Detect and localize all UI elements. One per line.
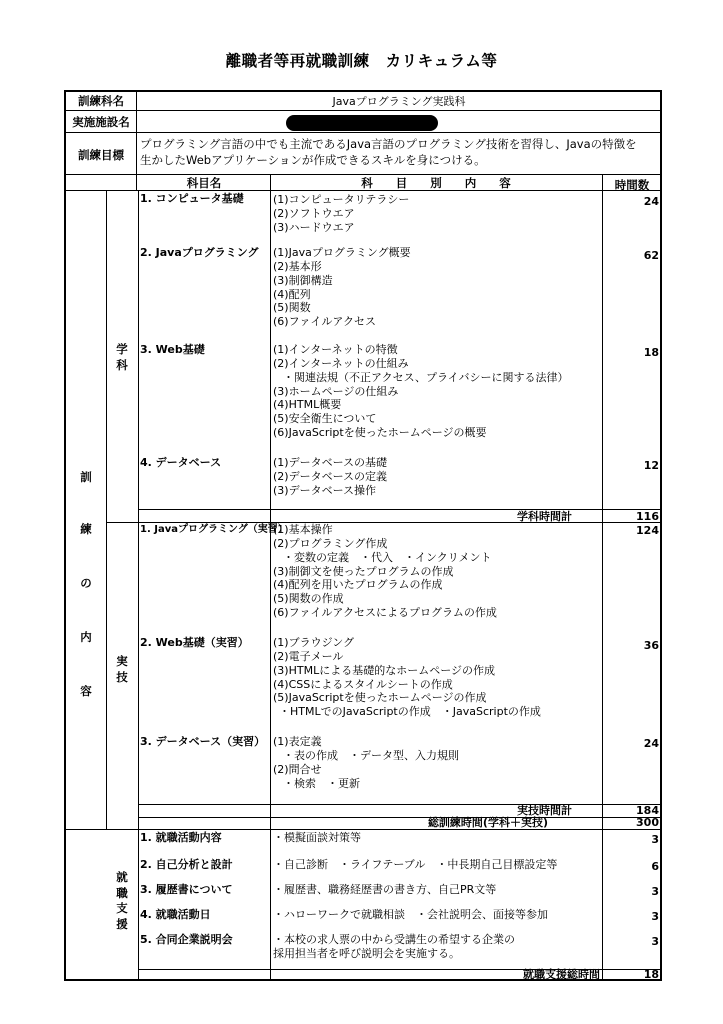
gakka-subject-2: 2. Javaプログラミング bbox=[140, 246, 259, 259]
jitsugi-label-text: 実技 bbox=[116, 654, 128, 684]
list-item: (2)インターネットの仕組み bbox=[273, 356, 409, 370]
list-item: (2)問合せ bbox=[273, 762, 322, 776]
gakka-subject-1: 1. コンピュータ基礎 bbox=[140, 192, 244, 205]
jitsugi-hours-3: 24 bbox=[643, 737, 659, 750]
list-item: (3)ハードウエア bbox=[273, 220, 355, 234]
support-hours-5: 3 bbox=[651, 935, 659, 948]
list-item: (5)JavaScriptを使ったホームページの作成 bbox=[273, 691, 487, 705]
document-title: 離職者等再就職訓練 カリキュラム等 bbox=[225, 52, 498, 70]
col-hours: 時間数 bbox=[614, 178, 650, 192]
list-item: ・検索 ・更新 bbox=[283, 776, 360, 790]
support-hours-3: 3 bbox=[651, 885, 659, 898]
list-item: (4)配列 bbox=[273, 287, 311, 301]
jitsugi-hours-2: 36 bbox=[643, 639, 659, 652]
support-name-4: 4. 就職活動日 bbox=[140, 908, 211, 921]
list-item: (1)インターネットの特徴 bbox=[273, 343, 398, 356]
support-label bbox=[106, 870, 138, 932]
grand-total-label bbox=[272, 816, 600, 830]
support-hours-1: 3 bbox=[651, 833, 659, 846]
list-item: ・変数の定義 ・代入 ・インクリメント bbox=[283, 550, 492, 564]
jitsugi-subject-3: 3. データベース（実習） bbox=[140, 735, 266, 748]
list-item: (3)ホームページの仕組み bbox=[273, 384, 399, 398]
facility-label: 実施施設名 bbox=[72, 115, 130, 129]
list-item: (1)ブラウジング bbox=[273, 636, 355, 649]
goal-line-2: 生かしたWebアプリケーションが作成できるスキルを身につける。 bbox=[140, 153, 486, 167]
grand-total-text: 総訓練時間(学科＋実技) bbox=[427, 816, 548, 829]
list-item: (4)HTML概要 bbox=[273, 398, 342, 412]
support-content-3: ・履歴書、職務経歴書の書き方、自己PR文等 bbox=[273, 883, 497, 896]
list-item: (1)基本操作 bbox=[273, 523, 333, 536]
support-content-5: ・本校の求人票の中から受講生の希望する企業の bbox=[273, 933, 515, 946]
col-subject: 科目名 bbox=[186, 176, 222, 190]
jitsugi-label bbox=[106, 654, 138, 685]
list-item: (6)ファイルアクセスによるプログラムの作成 bbox=[273, 606, 497, 620]
gakka-hours-1: 24 bbox=[643, 195, 659, 208]
support-content-4: ・ハローワークで就職相談 ・会社説明会、面接等参加 bbox=[273, 908, 548, 921]
gakka-total-text: 学科時間計 bbox=[517, 510, 572, 523]
support-name-5: 5. 合同企業説明会 bbox=[140, 933, 233, 946]
list-item: (1)表定義 bbox=[273, 735, 322, 748]
jitsugi-items-1 bbox=[273, 523, 497, 620]
jitsugi-hours-1: 124 bbox=[636, 524, 659, 537]
gakka-subject-4: 4. データベース bbox=[140, 456, 222, 469]
list-item: (2)基本形 bbox=[273, 259, 322, 273]
support-name-1: 1. 就職活動内容 bbox=[140, 831, 222, 844]
section-char-4: 内 bbox=[80, 630, 92, 644]
goal-line-1: プログラミング言語の中でも主流であるJava言語のプログラミング技術を習得し、Javaの特徴を bbox=[140, 137, 637, 151]
support-hours-2: 6 bbox=[651, 860, 659, 873]
list-item: (1)データベースの基礎 bbox=[273, 456, 388, 469]
support-name-2: 2. 自己分析と設計 bbox=[140, 858, 233, 871]
list-item: ・表の作成 ・データ型、入力規則 bbox=[283, 748, 459, 762]
support-hours-4: 3 bbox=[651, 910, 659, 923]
list-item: (4)CSSによるスタイルシートの作成 bbox=[273, 677, 453, 691]
section-char-1: 訓 bbox=[80, 470, 92, 484]
grand-total-hours: 300 bbox=[636, 816, 659, 829]
col-content: 科 目 別 内 容 bbox=[361, 176, 511, 190]
support-content-2: ・自己診断 ・ライフテーブル ・中長期自己目標設定等 bbox=[273, 858, 558, 871]
gakka-hours-4: 12 bbox=[643, 459, 659, 472]
list-item: (6)ファイルアクセス bbox=[273, 315, 377, 329]
list-item: ・関連法規（不正アクセス、プライバシーに関する法律） bbox=[283, 370, 569, 384]
support-label-char-3: 支 bbox=[116, 901, 128, 916]
gakka-subject-3: 3. Web基礎 bbox=[140, 343, 205, 356]
goal-label: 訓練目標 bbox=[78, 148, 124, 162]
support-total-label bbox=[272, 968, 600, 981]
support-total-hours: 18 bbox=[643, 968, 659, 981]
list-item: (5)関数の作成 bbox=[273, 592, 344, 606]
list-item: (2)電子メール bbox=[273, 649, 344, 663]
jitsugi-total-text: 実技時間計 bbox=[517, 804, 572, 817]
course-value: Javaプログラミング実践科 bbox=[332, 95, 466, 108]
list-item: (3)制御文を使ったプログラムの作成 bbox=[273, 564, 454, 578]
section-char-2: 練 bbox=[80, 522, 92, 536]
course-label: 訓練科名 bbox=[78, 94, 124, 108]
list-item: (4)配列を用いたプログラムの作成 bbox=[273, 578, 443, 592]
support-total-text: 就職支援総時間 bbox=[523, 968, 600, 981]
gakka-items-3 bbox=[273, 343, 568, 440]
redaction-bar bbox=[286, 115, 438, 131]
support-label-char-2: 職 bbox=[116, 885, 128, 900]
list-item: (3)HTMLによる基礎的なホームページの作成 bbox=[273, 663, 495, 677]
list-item: (3)データベース操作 bbox=[273, 483, 377, 497]
jitsugi-subject-1: 1. Javaプログラミング（実習） bbox=[140, 524, 288, 535]
list-item: (5)安全衛生について bbox=[273, 412, 377, 426]
gakka-total-label bbox=[272, 510, 600, 524]
jitsugi-total-hours: 184 bbox=[636, 804, 659, 817]
gakka-items-4 bbox=[273, 456, 387, 498]
gakka-items-1 bbox=[273, 193, 409, 235]
list-item: (2)プログラミング作成 bbox=[273, 536, 388, 550]
jitsugi-items-3 bbox=[273, 735, 459, 790]
support-content-5b: 採用担当者を呼び説明会を実施する。 bbox=[273, 947, 460, 960]
gakka-hours-2: 62 bbox=[643, 249, 659, 262]
jitsugi-items-2 bbox=[273, 636, 541, 719]
section-char-5: 容 bbox=[80, 684, 92, 698]
section-char-3: の bbox=[80, 576, 92, 590]
list-item: (3)制御構造 bbox=[273, 273, 333, 287]
gakka-items-2 bbox=[273, 246, 411, 329]
support-content-1: ・模擬面談対策等 bbox=[273, 831, 361, 844]
list-item: (1)コンピュータリテラシー bbox=[273, 193, 410, 206]
support-label-char-1: 就 bbox=[116, 870, 128, 884]
jitsugi-subject-2: 2. Web基礎（実習） bbox=[140, 636, 249, 649]
support-label-char-4: 援 bbox=[116, 916, 128, 931]
list-item: (6)JavaScriptを使ったホームページの概要 bbox=[273, 426, 487, 440]
list-item: (5)関数 bbox=[273, 301, 311, 315]
gakka-label-char-1: 学科 bbox=[116, 342, 128, 372]
support-name-3: 3. 履歴書について bbox=[140, 883, 233, 896]
list-item: (2)データベースの定義 bbox=[273, 469, 388, 483]
list-item: (1)Javaプログラミング概要 bbox=[273, 246, 411, 259]
list-item: ・HTMLでのJavaScriptの作成 ・JavaScriptの作成 bbox=[279, 705, 541, 719]
gakka-total-hours: 116 bbox=[636, 510, 659, 523]
gakka-hours-3: 18 bbox=[643, 346, 659, 359]
curriculum-table bbox=[64, 90, 662, 981]
list-item: (2)ソフトウエア bbox=[273, 206, 355, 220]
gakka-label bbox=[106, 342, 138, 373]
